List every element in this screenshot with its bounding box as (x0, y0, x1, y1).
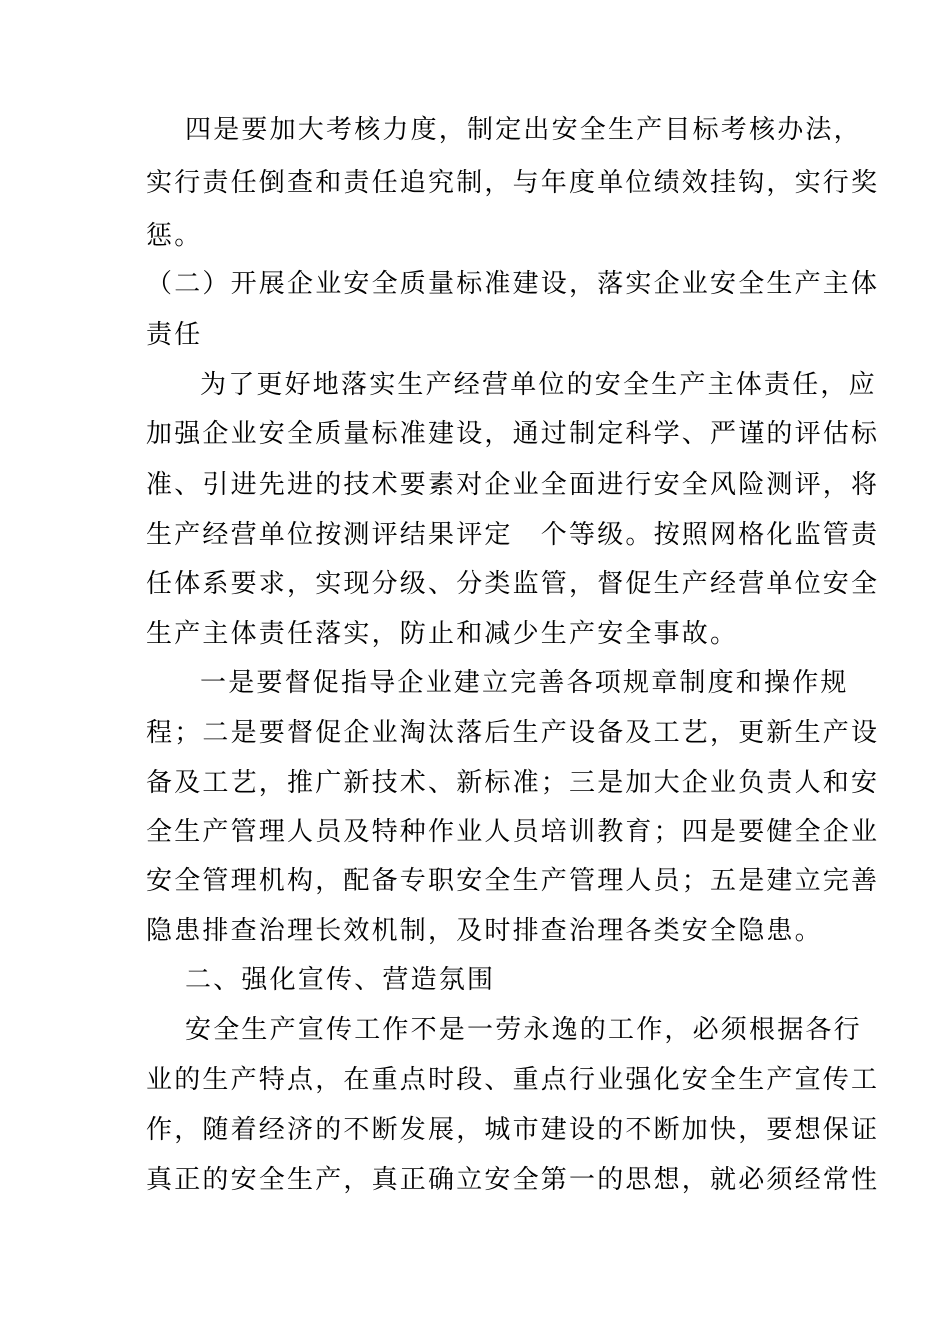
paragraph-line: 惩。 (146, 221, 203, 251)
paragraph-line: 生产主体责任落实，防止和减少生产安全事故。 (146, 619, 739, 649)
paragraph-line: 生产经营单位按测评结果评定 个等级。按照网格化监管责 (146, 520, 880, 550)
paragraph-line: 作，随着经济的不断发展，城市建设的不断加快，要想保证 (146, 1115, 880, 1145)
section-heading-line: 二、强化宣传、营造氛围 (185, 965, 496, 995)
paragraph-line: 实行责任倒查和责任追究制，与年度单位绩效挂钩，实行奖 (146, 168, 880, 198)
paragraph-line: 安全生产宣传工作不是一劳永逸的工作，必须根据各行 (185, 1015, 862, 1045)
paragraph-line: 业的生产特点，在重点时段、重点行业强化安全生产宣传工 (146, 1065, 880, 1095)
paragraph-line: 四是要加大考核力度，制定出安全生产目标考核办法， (185, 115, 862, 145)
section-heading-line: （二）开展企业安全质量标准建设，落实企业安全生产主体 (146, 269, 880, 299)
paragraph-line: 程；二是要督促企业淘汰落后生产设备及工艺，更新生产设 (146, 718, 880, 748)
paragraph-line: 全生产管理人员及特种作业人员培训教育；四是要健全企业 (146, 817, 880, 847)
paragraph-line: 备及工艺，推广新技术、新标准；三是加大企业负责人和安 (146, 768, 880, 798)
paragraph-line: 任体系要求，实现分级、分类监管，督促生产经营单位安全 (146, 569, 880, 599)
paragraph-line: 真正的安全生产，真正确立安全第一的思想，就必须经常性 (146, 1165, 880, 1195)
paragraph-line: 准、引进先进的技术要素对企业全面进行安全风险测评，将 (146, 470, 880, 500)
paragraph-line: 一是要督促指导企业建立完善各项规章制度和操作规 (200, 668, 849, 698)
paragraph-line: 安全管理机构，配备专职安全生产管理人员；五是建立完善 (146, 866, 880, 896)
paragraph-line: 加强企业安全质量标准建设，通过制定科学、严谨的评估标 (146, 419, 880, 449)
paragraph-line: 为了更好地落实生产经营单位的安全生产主体责任，应 (200, 370, 877, 400)
paragraph-line: 隐患排查治理长效机制，及时排查治理各类安全隐患。 (146, 916, 823, 946)
section-heading-line: 责任 (146, 320, 203, 350)
